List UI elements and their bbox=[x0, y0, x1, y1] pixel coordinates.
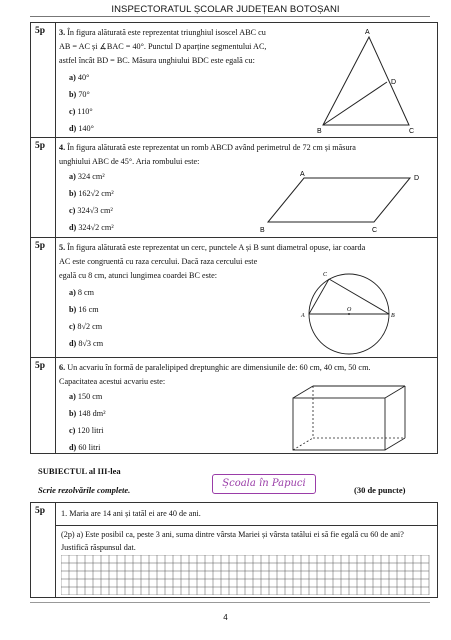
header-rule bbox=[30, 16, 430, 17]
answer-grid[interactable] bbox=[61, 555, 433, 595]
question-line: Capacitatea acestui acvariu este: bbox=[59, 377, 166, 386]
question-line: AC este congruentă cu raza cercului. Dacă raza cercului este bbox=[59, 257, 258, 266]
vertex-label: A bbox=[300, 171, 305, 178]
question-line: unghiului ABC de 45°. Aria rombului este: bbox=[59, 157, 200, 166]
box-figure bbox=[289, 384, 419, 454]
option-c: c) 8√2 cm bbox=[69, 322, 103, 331]
section-instruction: Scrie rezolvările complete. bbox=[38, 485, 131, 495]
option-d: d) 60 litri bbox=[69, 443, 101, 452]
vertex-label: D bbox=[414, 175, 420, 182]
option-a: a) 8 cm bbox=[69, 288, 95, 297]
point-label: O bbox=[347, 307, 352, 313]
points-cell: 5p bbox=[31, 238, 56, 357]
question-text bbox=[59, 141, 434, 169]
triangle-figure bbox=[311, 25, 436, 135]
option-c: c) 324√3 cm² bbox=[69, 206, 113, 215]
question-line: Un acvariu în formă de paralelipiped dreptunghic are dimensiunile de: 60 cm, 40 cm, 50 cm. bbox=[67, 363, 371, 372]
divider bbox=[56, 525, 437, 526]
option-b: b) 70° bbox=[69, 90, 90, 99]
points-cell: 5p bbox=[31, 23, 56, 137]
answer-options bbox=[69, 388, 106, 456]
page-header: INSPECTORATUL ȘCOLAR JUDEȚEAN BOTOȘANI bbox=[111, 4, 340, 15]
problem-box bbox=[30, 502, 438, 598]
questions-table bbox=[30, 22, 438, 454]
question-text bbox=[59, 26, 319, 68]
option-b: b) 162√2 cm² bbox=[69, 189, 114, 198]
question-row-5 bbox=[31, 237, 437, 357]
vertex-label: B bbox=[317, 128, 322, 135]
option-d: d) 8√3 cm bbox=[69, 339, 104, 348]
option-a: a) 40° bbox=[69, 73, 90, 82]
circle-figure bbox=[293, 264, 403, 356]
point-label: B bbox=[391, 313, 395, 319]
problem-part-a: (2p) a) Este posibil ca, peste 3 ani, suma dintre vârsta Mariei și vârsta tatălui ei să fie egală cu 60 de ani? Justifică răspunsul dat. bbox=[61, 530, 404, 552]
answer-options bbox=[69, 69, 94, 137]
vertex-label: A bbox=[365, 29, 370, 36]
option-c: c) 110° bbox=[69, 107, 93, 116]
option-b: b) 148 dm² bbox=[69, 409, 106, 418]
question-number: 3. bbox=[59, 28, 66, 37]
question-row-4 bbox=[31, 137, 437, 237]
question-number: 6. bbox=[59, 363, 66, 372]
point-label: A bbox=[301, 313, 305, 319]
answer-options bbox=[69, 284, 103, 352]
option-b: b) 16 cm bbox=[69, 305, 99, 314]
question-line: În figura alăturată este reprezentat un cerc, punctele A și B sunt diametral opuse, iar coarda bbox=[67, 243, 366, 252]
answer-options bbox=[69, 168, 114, 236]
vertex-label: C bbox=[409, 128, 415, 135]
problem-statement: 1. Maria are 14 ani și tatăl ei are 40 de ani. bbox=[61, 509, 201, 518]
section-points: (30 de puncte) bbox=[354, 485, 406, 495]
points-cell: 5p bbox=[31, 358, 56, 453]
point-label: C bbox=[323, 272, 328, 278]
question-line: În figura alăturată este reprezentat triunghiul isoscel ABC cu bbox=[67, 28, 266, 37]
question-line: astfel încât BD = BC. Măsura unghiului BDC este egală cu: bbox=[59, 56, 255, 65]
rhombus-figure bbox=[256, 168, 436, 236]
points-cell: 5p bbox=[31, 138, 56, 237]
option-d: d) 140° bbox=[69, 124, 94, 133]
question-number: 4. bbox=[59, 143, 66, 152]
option-a: a) 150 cm bbox=[69, 392, 103, 401]
footer-rule bbox=[30, 602, 430, 603]
page-number: 4 bbox=[223, 613, 228, 622]
vertex-label: D bbox=[391, 79, 397, 86]
option-c: c) 120 litri bbox=[69, 426, 104, 435]
vertex-label: C bbox=[372, 227, 378, 234]
section-title: SUBIECTUL al III-lea bbox=[38, 466, 121, 476]
points-cell: 5p bbox=[31, 503, 56, 597]
option-d: d) 324√2 cm² bbox=[69, 223, 114, 232]
question-row-6 bbox=[31, 357, 437, 453]
question-line: AB = AC și ∡BAC = 40°. Punctul D aparține segmentului AC, bbox=[59, 42, 267, 51]
question-row-3 bbox=[31, 23, 437, 137]
question-line: egală cu 8 cm, atunci lungimea coardei BC este: bbox=[59, 271, 218, 280]
vertex-label: B bbox=[260, 227, 265, 234]
option-a: a) 324 cm² bbox=[69, 172, 105, 181]
question-line: În figura alăturată este reprezentat un romb ABCD având perimetrul de 72 cm și măsura bbox=[67, 143, 356, 152]
question-number: 5. bbox=[59, 243, 66, 252]
school-logo: Școala în Papuci bbox=[212, 474, 316, 494]
